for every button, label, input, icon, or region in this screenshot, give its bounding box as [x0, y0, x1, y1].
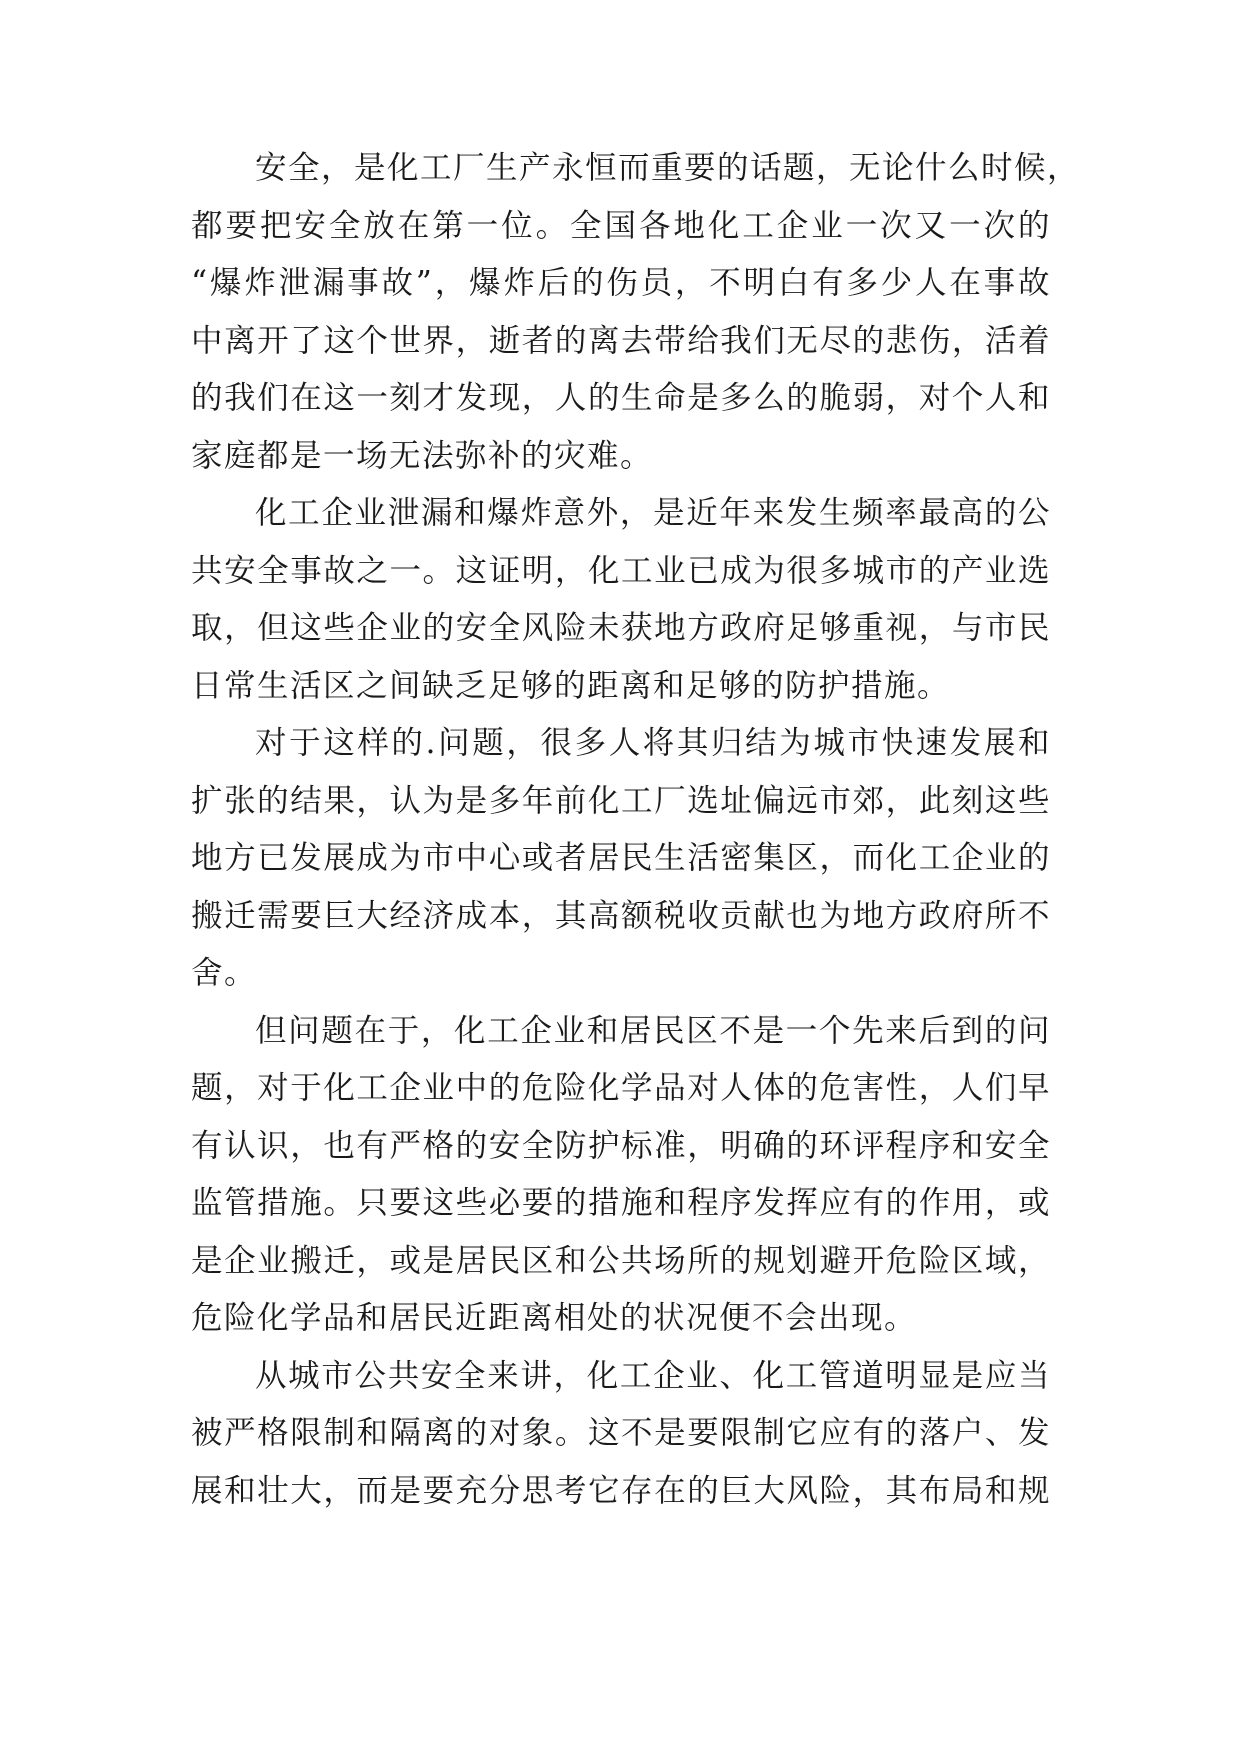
text-line: 安全，是化工厂生产永恒而重要的话题，无论什么时候， — [255, 150, 1081, 186]
text-line: 共安全事故之一。这证明，化工业已成为很多城市的产业选 — [191, 552, 1051, 589]
paragraph-5 — [191, 1348, 1051, 1521]
text-line: 搬迁需要巨大经济成本，其高额税收贡献也为地方政府所不 — [191, 897, 1051, 934]
text-line: “爆炸泄漏事故”，爆炸后的伤员，不明白有多少人在事故 — [191, 265, 1051, 301]
paragraph-1 — [191, 140, 1081, 485]
text-line: 地方已发展成为市中心或者居民生活密集区，而化工企业的 — [191, 840, 1051, 876]
document-body — [191, 140, 1081, 1520]
text-line: 扩张的结果，认为是多年前化工厂选址偏远市郊，此刻这些 — [191, 782, 1051, 819]
text-line: 对于这样的.问题，很多人将其归结为城市快速发展和 — [255, 725, 1051, 761]
text-line: 取，但这些企业的安全风险未获地方政府足够重视，与市民 — [191, 610, 1051, 646]
text-line: 题，对于化工企业中的危险化学品对人体的危害性，人们早 — [191, 1070, 1051, 1106]
text-line: 被严格限制和隔离的对象。这不是要限制它应有的落户、发 — [191, 1415, 1051, 1451]
paragraph-2 — [191, 485, 1051, 715]
text-line: 但问题在于，化工企业和居民区不是一个先来后到的问 — [255, 1012, 1051, 1049]
text-line: 中离开了这个世界，逝者的离去带给我们无尽的悲伤，活着 — [191, 322, 1051, 359]
text-line: 有认识，也有严格的安全防护标准，明确的环评程序和安全 — [191, 1127, 1051, 1164]
text-line: 展和壮大，而是要充分思考它存在的巨大风险，其布局和规 — [191, 1472, 1051, 1509]
text-line: 舍。 — [191, 955, 258, 991]
text-line: 监管措施。只要这些必要的措施和程序发挥应有的作用，或 — [191, 1185, 1051, 1221]
paragraph-4 — [191, 1003, 1051, 1348]
text-line: 是企业搬迁，或是居民区和公共场所的规划避开危险区域， — [191, 1242, 1051, 1279]
text-line: 都要把安全放在第一位。全国各地化工企业一次又一次的 — [191, 207, 1051, 244]
text-line: 家庭都是一场无法弥补的灾难。 — [191, 437, 654, 474]
text-line: 从城市公共安全来讲，化工企业、化工管道明显是应当 — [255, 1357, 1051, 1394]
text-line: 危险化学品和居民近距离相处的状况便不会出现。 — [191, 1300, 918, 1336]
paragraph-3 — [191, 715, 1051, 1003]
text-line: 化工企业泄漏和爆炸意外，是近年来发生频率最高的公 — [255, 495, 1051, 531]
text-line: 日常生活区之间缺乏足够的距离和足够的防护措施。 — [191, 667, 951, 704]
text-line: 的我们在这一刻才发现，人的生命是多么的脆弱，对个人和 — [191, 380, 1051, 416]
